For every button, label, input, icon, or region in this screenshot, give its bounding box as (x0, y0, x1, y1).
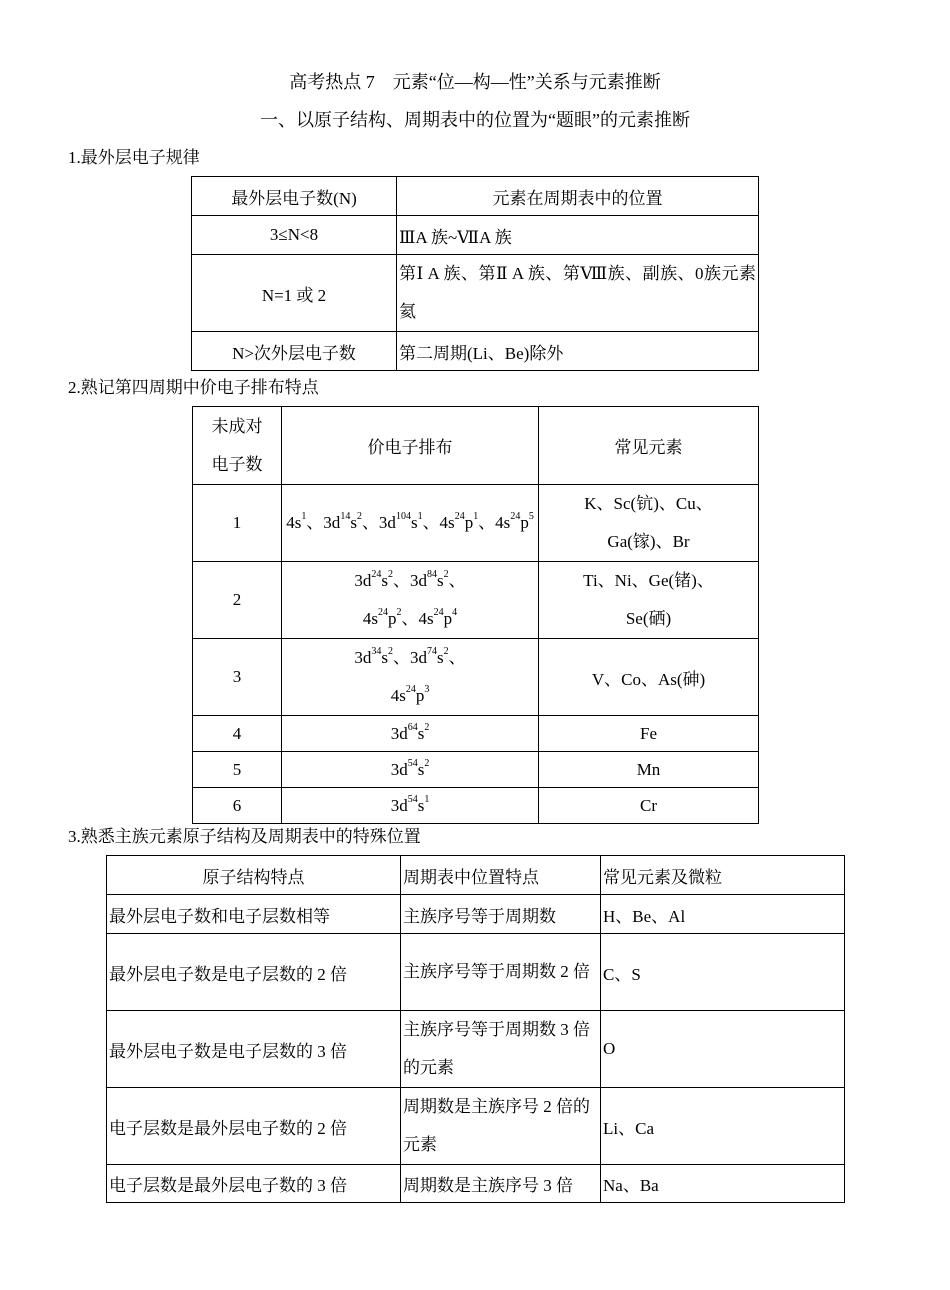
table-cell: H、Be、Al (601, 895, 845, 934)
config-cell: $3d^{24}s^2$、$3d^{84}s^2$、$4s^{24}p^2$、$4s^{24}p^4$ (282, 562, 539, 639)
table-header-row (192, 177, 759, 216)
header-cell: 周期表中位置特点 (401, 856, 601, 895)
table-row (107, 1088, 845, 1165)
header-cell: 未成对电子数 (193, 407, 282, 485)
table-cell: 周期数是主族序号 3 倍 (401, 1165, 601, 1203)
table-cell: 最外层电子数和电子层数相等 (107, 895, 401, 934)
header-cell: 常见元素 (539, 407, 759, 485)
table-row (107, 1165, 845, 1203)
table-cell: 第Ⅰ A 族、第Ⅱ A 族、第Ⅷ族、副族、0族元素氦 (397, 255, 759, 332)
table-cell: Mn (539, 752, 759, 788)
table-cell: Cr (539, 788, 759, 824)
table-row (107, 895, 845, 934)
table-row (193, 716, 759, 752)
table-cell: 主族序号等于周期数 (401, 895, 601, 934)
header-cell: 常见元素及微粒 (601, 856, 845, 895)
table-cell: C、S (601, 934, 845, 1011)
config-cell: $3d^{54}s^2$ (282, 752, 539, 788)
table-cell: 4 (193, 716, 282, 752)
table-row (193, 788, 759, 824)
table-cell: 电子层数是最外层电子数的 2 倍 (107, 1088, 401, 1165)
table-cell: Li、Ca (601, 1088, 845, 1165)
section-title: 一、以原子结构、周期表中的位置为“题眼”的元素推断 (260, 110, 690, 130)
header-cell: 元素在周期表中的位置 (397, 177, 759, 216)
table-cell: N=1 或 2 (192, 255, 397, 332)
table-row (193, 485, 759, 562)
table-cell: V、Co、As(砷) (539, 639, 759, 716)
table-cell: Ti、Ni、Ge(锗)、Se(硒) (539, 562, 759, 639)
page-title: 高考热点 7 元素“位—构—性”关系与元素推断 (289, 72, 661, 92)
config-cell: $4s^1$、$3d^{14}s^2$、$3d^{104}s^1$、$4s^{24}p^1$、$4s^{24}p^5$ (282, 485, 539, 562)
table-cell: 6 (193, 788, 282, 824)
section1-heading: 1.最外层电子规律 (68, 148, 200, 167)
table-cell: 第二周期(Li、Be)除外 (397, 332, 759, 371)
table-header-row (193, 407, 759, 485)
table-row (192, 216, 759, 255)
table-cell: 周期数是主族序号 2 倍的元素 (401, 1088, 601, 1165)
header-cell: 原子结构特点 (107, 856, 401, 895)
table-cell: 5 (193, 752, 282, 788)
table-cell: K、Sc(钪)、Cu、Ga(镓)、Br (539, 485, 759, 562)
special-position-table (106, 855, 845, 1203)
table-cell: 3≤N<8 (192, 216, 397, 255)
valence-electron-table (192, 406, 759, 824)
table-cell: 主族序号等于周期数 2 倍 (401, 934, 601, 1011)
header-cell: 价电子排布 (282, 407, 539, 485)
table-cell: 主族序号等于周期数 3 倍的元素 (401, 1011, 601, 1088)
table-row (107, 1011, 845, 1088)
config-cell: $3d^{34}s^2$、$3d^{74}s^2$、$4s^{24}p^3$ (282, 639, 539, 716)
section2-heading: 2.熟记第四周期中价电子排布特点 (68, 378, 319, 397)
table-cell: 电子层数是最外层电子数的 3 倍 (107, 1165, 401, 1203)
table-cell: ⅢA 族~ⅦA 族 (397, 216, 759, 255)
table-header-row (107, 856, 845, 895)
table-cell: 最外层电子数是电子层数的 2 倍 (107, 934, 401, 1011)
table-cell: Na、Ba (601, 1165, 845, 1203)
table-row (192, 332, 759, 371)
table-cell: 最外层电子数是电子层数的 3 倍 (107, 1011, 401, 1088)
table-row (193, 639, 759, 716)
table-cell: 2 (193, 562, 282, 639)
table-row (192, 255, 759, 332)
section3-heading: 3.熟悉主族元素原子结构及周期表中的特殊位置 (68, 827, 421, 846)
table-cell: 3 (193, 639, 282, 716)
table-row (193, 752, 759, 788)
outer-electron-table (191, 176, 759, 371)
config-cell: $3d^{64}s^2$ (282, 716, 539, 752)
table-cell: Fe (539, 716, 759, 752)
table-row (193, 562, 759, 639)
table-row (107, 934, 845, 1011)
config-cell: $3d^{54}s^1$ (282, 788, 539, 824)
table-cell: O (601, 1011, 845, 1088)
table-cell: N>次外层电子数 (192, 332, 397, 371)
header-cell: 最外层电子数(N) (192, 177, 397, 216)
table-cell: 1 (193, 485, 282, 562)
